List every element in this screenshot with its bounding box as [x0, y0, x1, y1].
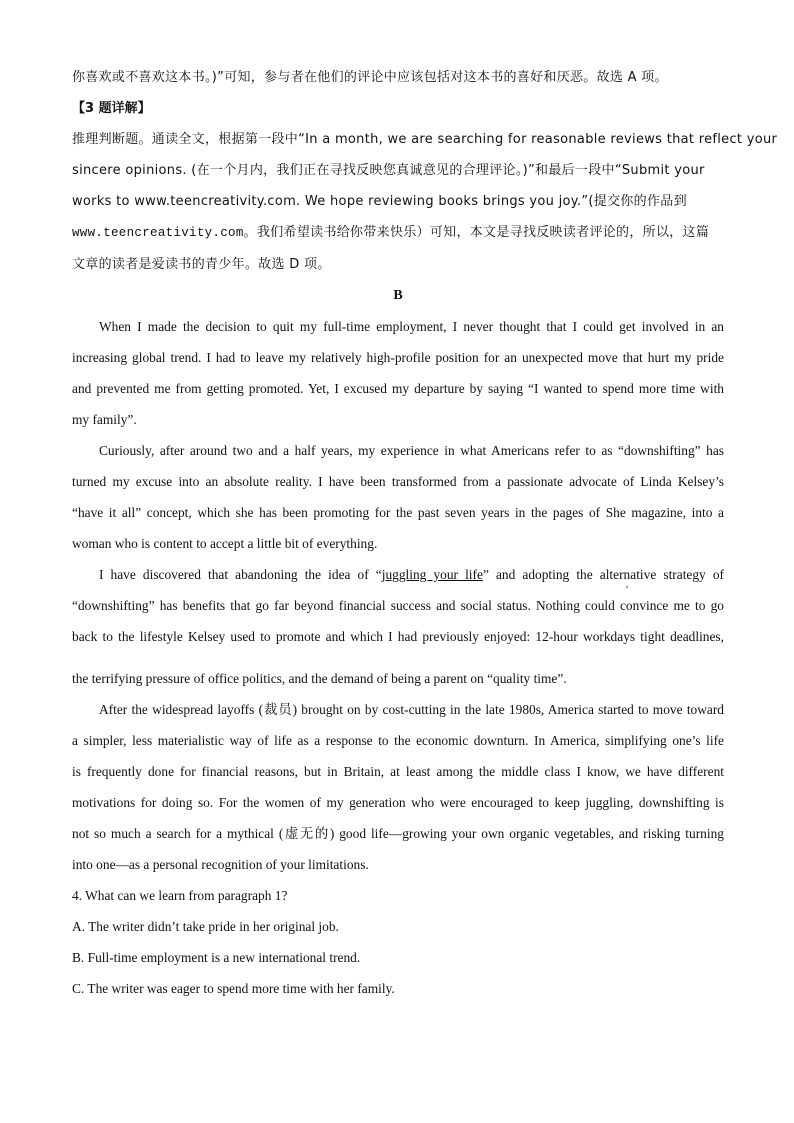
paragraph-line: into one—as a personal recognition of your limitations. [72, 857, 369, 872]
paragraph-line: “have it all” concept, which she has been promoting for the past seven years in the pages of She magazine, into a [72, 505, 724, 520]
paragraph-line: increasing global trend. I had to leave my relatively high-profile position for an unexpected move that hurt my pride [72, 350, 724, 365]
explanation-line [72, 217, 724, 249]
text-run: I have discovered that abandoning the idea of “ [99, 567, 382, 582]
explanation-line: works to www.teencreativity.com. We hope reviewing books brings you joy.”(提交你的作品到 [72, 194, 687, 209]
paragraph-line: turned my excuse into an absolute reality. I have been transformed from a passionate advocate of Linda Kelsey’s [72, 474, 724, 489]
section-title: B [393, 288, 403, 303]
underlined-phrase: juggling your life [381, 567, 483, 582]
text-run: ” and adopting the alternative strategy of [482, 567, 724, 582]
paragraph-line: and prevented me from getting promoted. Yet, I excused my departure by saying “I wanted to spend more time with [72, 381, 724, 396]
paragraph-1 [72, 311, 724, 435]
option-b: B. Full-time employment is a new international trend. [72, 950, 361, 965]
document-content [72, 62, 778, 1004]
option-c: C. The writer was eager to spend more time with her family. [72, 981, 395, 996]
paragraph-line: After the widespread layoffs (裁员) brought on by cost-cutting in the late 1980s, America started to move toward [99, 702, 724, 717]
paragraph-line: When I made the decision to quit my full-time employment, I never thought that I could get involved in an [99, 319, 724, 334]
website-url: www.teencreativity.com [72, 226, 244, 240]
paragraph-line: the terrifying pressure of office politics, and the demand of being a parent on “quality time”. [72, 671, 567, 686]
explanation-line: 推理判断题。通读全文，根据第一段中“In a month, we are searching for reasonable reviews that reflect your [72, 132, 778, 147]
stray-comma-mark: ' [626, 584, 628, 596]
paragraph-line: back to the lifestyle Kelsey used to promote and which I had previously enjoyed: 12-hour workdays tight deadlines, [72, 629, 724, 644]
option-a: A. The writer didn’t take pride in her original job. [72, 919, 339, 934]
explanation-text: 。我们希望读书给你带来快乐）可知，本文是寻找反映读者评论的，所以，这篇 [243, 225, 710, 240]
paragraph-4 [72, 694, 724, 880]
paragraph-line: “downshifting” has benefits that go far beyond financial success and social status. Nothing could convince me to go [72, 598, 724, 613]
paragraph-line: my family”. [72, 412, 137, 427]
paragraph-line: woman who is content to accept a little bit of everything. [72, 536, 378, 551]
explanation-line: 文章的读者是爱读书的青少年。故选 D 项。 [72, 257, 331, 272]
explanation-line: sincere opinions. (在一个月内，我们正在寻找反映您真诚意见的合理评论。)”和最后一段中“Submit your [72, 163, 705, 178]
paragraph-line: not so much a search for a mythical (虚无的) good life—growing your own organic vegetables, and risking turning [72, 826, 724, 841]
paragraph-3 [72, 559, 724, 694]
question-4: 4. What can we learn from paragraph 1? [72, 888, 288, 903]
paragraph-2 [72, 435, 724, 559]
answer-explanation-line: 你喜欢或不喜欢这本书。)”可知，参与者在他们的评论中应该包括对这本书的喜好和厌恶。故选 A 项。 [72, 70, 668, 85]
paragraph-line: is frequently done for financial reasons, but in Britain, at least among the middle class I know, we have different [72, 764, 724, 779]
paragraph-line: Curiously, after around two and a half years, my experience in what Americans refer to as “downshifting” has [99, 443, 724, 458]
paragraph-line: motivations for doing so. For the women of my generation who were encouraged to keep juggling, downshifting is [72, 795, 724, 810]
question-3-heading: 【3 题详解】 [72, 101, 151, 116]
paragraph-line: a simpler, less materialistic way of life as a response to the economic downturn. In America, simplifying one’s life [72, 733, 724, 748]
